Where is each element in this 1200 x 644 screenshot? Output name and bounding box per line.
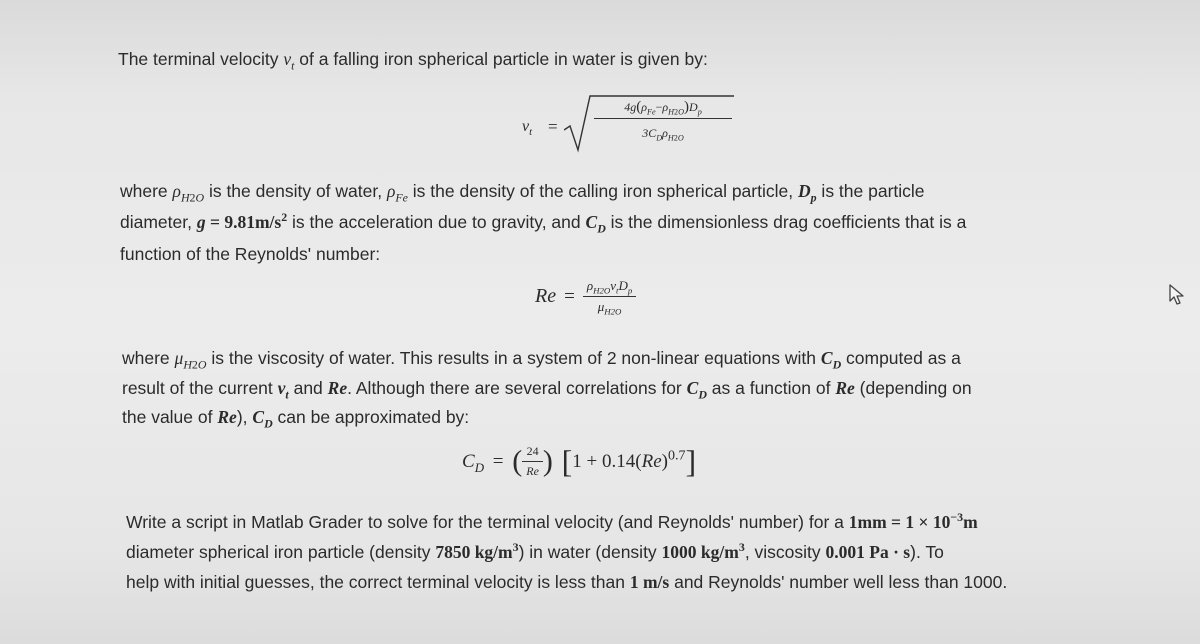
mouse-cursor-icon bbox=[1168, 284, 1186, 311]
drag-coefficient-equation: $C_D$ = ( $\frac{24}{Re}$ ) $[1 + 0.14(Re)^{0.7}]$ bbox=[462, 443, 697, 479]
eq1-denominator: $3C_D\rho_{H2O}$ bbox=[642, 126, 684, 143]
intro-line: The terminal velocity $v_t$ of a falling iron spherical particle in water is given by: bbox=[118, 49, 708, 73]
para4-line1: Write a script in Matlab Grader to solve for the terminal velocity (and Reynolds' number) for a $1mm = 1 \times 10^{-3}m$ bbox=[126, 510, 978, 532]
para2-line2: diameter, $g = 9.81m/s^2$ is the acceleration due to gravity, and $C_D$ is the dimensionless drag coefficients that is a bbox=[120, 210, 967, 236]
eq1-equals: = bbox=[548, 117, 558, 136]
para2-line1: where $\rho_{H2O}$ is the density of water, $\rho_{Fe}$ is the density of the calling iron spherical particle, $D_p$ is the particle bbox=[120, 181, 925, 205]
eq1-lhs: $v_t$ bbox=[522, 118, 533, 139]
para4-line3: help with initial guesses, the correct terminal velocity is less than 1 m/s and Reynolds' number well less than 1000. bbox=[126, 572, 1008, 592]
para4-line2: diameter spherical iron particle (density 7850 $kg/m^3$) in water (density 1000 $kg/m^3$, viscosity 0.001 Pa · s). To bbox=[126, 540, 944, 562]
para2-line3: function of the Reynolds' number: bbox=[120, 244, 381, 264]
vt-symbol: $v_t$ bbox=[283, 49, 295, 73]
para3-line1: where $\mu_{H2O}$ is the viscosity of water. This results in a system of 2 non-linear equations with $C_D$ computed as a bbox=[122, 348, 961, 372]
para3-line3: the value of Re), $C_D$ can be approximated by: bbox=[122, 407, 470, 431]
para3-line2: result of the current $v_t$ and Re. Although there are several correlations for $C_D$ as a function of Re (depending on bbox=[122, 378, 972, 402]
reynolds-number-equation: Re = $\frac{\rho_{H2O}v_tD_p}{\mu_{H2O}}$ bbox=[535, 278, 636, 315]
eq1-numerator: $4g(\rho_{Fe}-\rho_{H2O})D_p$ bbox=[594, 99, 732, 119]
